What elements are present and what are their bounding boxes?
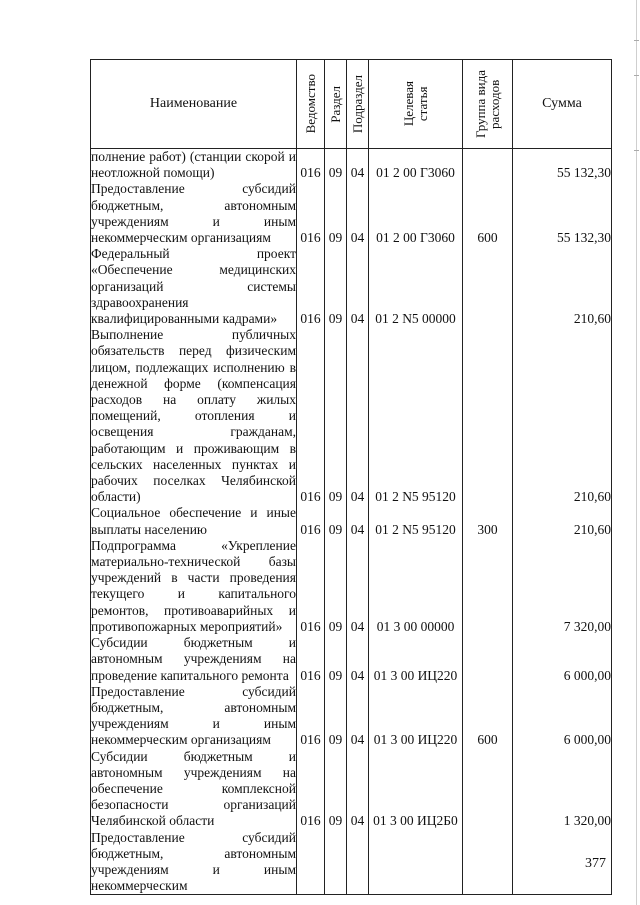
row-ved: 016 <box>297 181 325 246</box>
row-name: Подпрограмма «Укрепление материально-технической базы учреждений в части проведения текущего и капитального ремонтов, противоаварийных и противопожарных мероприятий» <box>91 537 296 634</box>
table-row <box>91 246 612 327</box>
row-ved: 016 <box>297 149 325 182</box>
row-cs: 01 2 N5 95120 <box>369 327 463 505</box>
row-razdel: 09 <box>325 635 347 684</box>
row-sum: 1 320,00 <box>513 749 612 830</box>
header-cs-line2: статья <box>414 86 430 122</box>
row-ved: 016 <box>297 246 325 327</box>
header-podrazdel-label: Подраздел <box>349 74 365 134</box>
row-vr: 600 <box>463 684 513 749</box>
header-cs-line1: Целевая <box>400 81 416 127</box>
row-podrazdel: 04 <box>347 538 369 635</box>
edge-mark <box>634 40 639 41</box>
table-row <box>91 538 612 635</box>
row-podrazdel: 04 <box>347 684 369 749</box>
row-name: Федеральный проект «Обеспечение медицинских организаций системы здравоохранения квалифицированными кадрами» <box>91 246 296 327</box>
page-number: 377 <box>585 856 606 871</box>
row-cs: 01 3 00 ИЦ220 <box>369 684 463 749</box>
edge-mark <box>634 75 639 76</box>
table-header-row <box>91 60 612 149</box>
row-podrazdel: 04 <box>347 749 369 830</box>
row-vr <box>463 538 513 635</box>
row-vr <box>463 327 513 505</box>
row-sum: 210,60 <box>513 327 612 505</box>
row-name: Социальное обеспечение и иные выплаты населению <box>91 505 296 537</box>
row-name: Предоставление субсидий бюджетным, автономным учреждениям и иным некоммерческим организациям <box>91 683 296 748</box>
header-vr <box>463 60 513 149</box>
row-ved: 016 <box>297 749 325 830</box>
header-ved-label: Ведомство <box>302 74 318 134</box>
header-cs <box>369 60 463 149</box>
row-name: Предоставление субсидий бюджетным, автономным учреждениям и иным некоммерческим <box>91 829 296 894</box>
header-razdel <box>325 60 347 149</box>
page-edge-line <box>636 0 637 905</box>
row-ved: 016 <box>297 538 325 635</box>
row-sum: 55 132,30 <box>513 149 612 182</box>
row-sum: 210,60 <box>513 246 612 327</box>
row-vr <box>463 749 513 830</box>
row-podrazdel: 04 <box>347 505 369 537</box>
row-name: Субсидии бюджетным и автономным учреждениям на проведение капитального ремонта <box>91 635 296 683</box>
row-podrazdel: 04 <box>347 181 369 246</box>
row-vr: 600 <box>463 181 513 246</box>
row-razdel: 09 <box>325 181 347 246</box>
row-ved: 016 <box>297 684 325 749</box>
row-razdel: 09 <box>325 149 347 182</box>
row-podrazdel <box>347 830 369 895</box>
header-sum: Сумма <box>513 60 612 149</box>
row-razdel: 09 <box>325 749 347 830</box>
header-vr-label <box>474 70 502 138</box>
row-ved: 016 <box>297 327 325 505</box>
edge-mark <box>634 150 639 151</box>
row-cs: 01 2 N5 95120 <box>369 505 463 537</box>
header-ved <box>297 60 325 149</box>
row-name: полнение работ) (станции скорой и неотложной помощи) <box>91 149 296 181</box>
row-sum: 7 320,00 <box>513 538 612 635</box>
row-name: Субсидии бюджетным и автономным учреждениям на обеспечение комплексной безопасности организаций Челябинской области <box>91 748 296 829</box>
row-cs: 01 3 00 ИЦ2Б0 <box>369 749 463 830</box>
row-razdel: 09 <box>325 327 347 505</box>
header-podrazdel <box>347 60 369 149</box>
row-ved: 016 <box>297 635 325 684</box>
table-row <box>91 149 612 182</box>
table-row <box>91 181 612 246</box>
row-name: Предоставление субсидий бюджетным, автономным учреждениям и иным некоммерческим организациям <box>91 181 296 246</box>
row-podrazdel: 04 <box>347 246 369 327</box>
row-vr <box>463 149 513 182</box>
row-sum: 6 000,00 <box>513 684 612 749</box>
row-razdel: 09 <box>325 505 347 537</box>
header-razdel-label: Раздел <box>327 85 343 123</box>
row-cs: 01 2 N5 00000 <box>369 246 463 327</box>
table-row <box>91 684 612 749</box>
row-podrazdel: 04 <box>347 327 369 505</box>
row-name: Выполнение публичных обязательств перед физическим лицом, подлежащих исполнению в денежной форме (компенсация расходов на оплату жилых помещений, отопления и освещения гражданам, работающим и проживающим в сельских населенных пунктах и рабочих поселках Челябинской области) <box>91 327 296 505</box>
row-razdel: 09 <box>325 246 347 327</box>
row-podrazdel: 04 <box>347 149 369 182</box>
row-podrazdel: 04 <box>347 635 369 684</box>
header-cs-label <box>402 81 430 126</box>
row-sum: 6 000,00 <box>513 635 612 684</box>
budget-table <box>90 59 612 895</box>
row-cs <box>369 830 463 895</box>
table-row <box>91 749 612 830</box>
header-name: Наименование <box>91 60 297 149</box>
table-row <box>91 830 612 895</box>
row-cs: 01 2 00 Г3060 <box>369 149 463 182</box>
row-cs: 01 2 00 Г3060 <box>369 181 463 246</box>
row-vr <box>463 246 513 327</box>
row-vr: 300 <box>463 505 513 537</box>
header-vr-line1: Группа вида <box>472 70 488 138</box>
table-row <box>91 505 612 537</box>
table-row <box>91 327 612 505</box>
row-cs: 01 3 00 00000 <box>369 538 463 635</box>
row-cs: 01 3 00 ИЦ220 <box>369 635 463 684</box>
header-vr-line2: расходов <box>486 79 502 129</box>
table-row <box>91 635 612 684</box>
row-ved: 016 <box>297 505 325 537</box>
row-vr <box>463 830 513 895</box>
row-ved <box>297 830 325 895</box>
row-razdel <box>325 830 347 895</box>
row-vr <box>463 635 513 684</box>
row-razdel: 09 <box>325 684 347 749</box>
row-sum: 55 132,30 <box>513 181 612 246</box>
row-razdel: 09 <box>325 538 347 635</box>
row-sum: 210,60 <box>513 505 612 537</box>
